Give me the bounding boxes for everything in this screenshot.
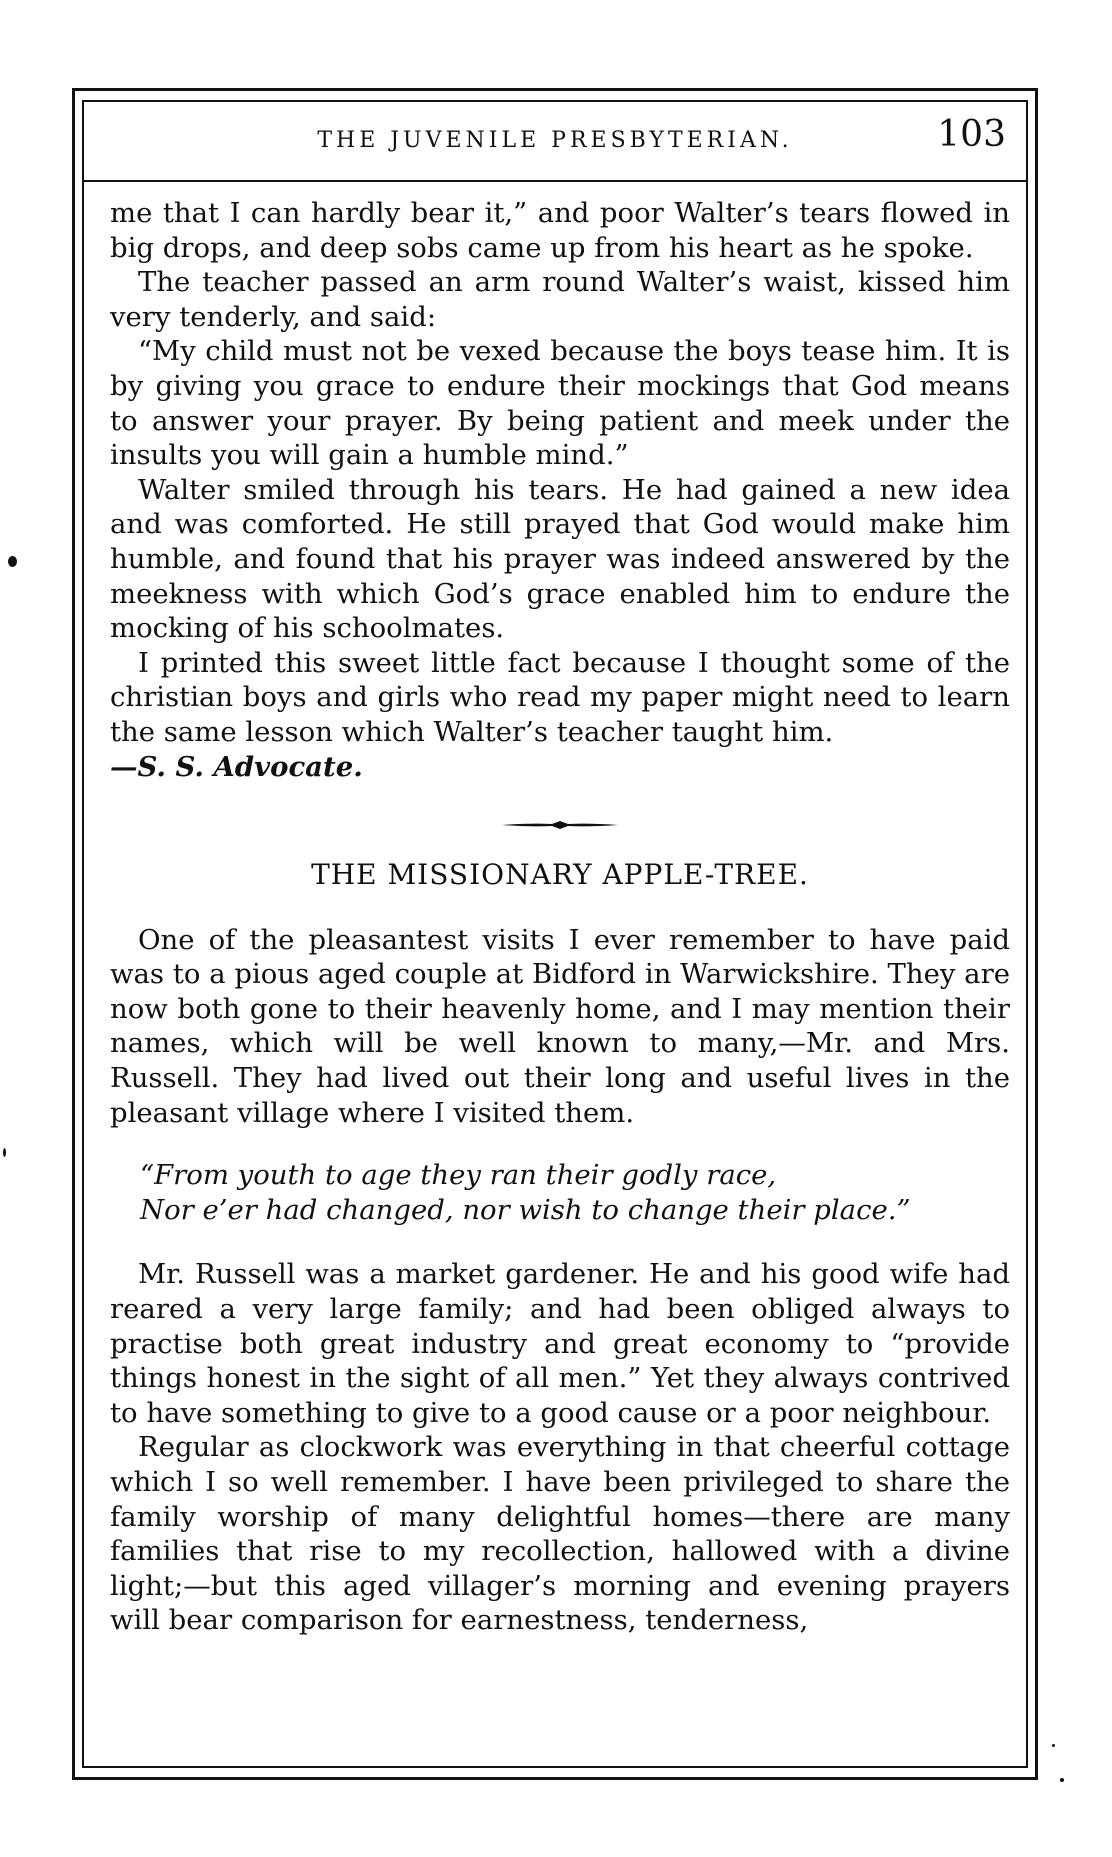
story1-paragraph: I printed this sweet little fact because I thought some of the christian boys and girls who read my paper might need to learn the same lesson which Walter’s teacher taught him. (110, 646, 1010, 748)
story1-paragraph: The teacher passed an arm round Walter’s waist, kissed him very tenderly, and said: (110, 266, 1010, 333)
page-number: 103 (937, 114, 1006, 155)
print-speck (8, 556, 17, 567)
print-speck (3, 1148, 6, 1157)
page-body (110, 196, 1010, 1638)
verse-line: “From youth to age they ran their godly race, (140, 1159, 777, 1192)
story2-paragraph: Regular as clockwork was everything in that cheerful cottage which I so well remember. I have been privileged to share the family worship of many delightful homes—there are many families that rise to my recollection, hallowed with a divine light;—but this aged villager’s morning and evening prayers will bear comparison for earnestness, tenderness, (110, 1431, 1010, 1637)
story2-heading: THE MISSIONARY APPLE-TREE. (311, 858, 809, 892)
page-header (82, 100, 1028, 182)
story2-paragraph: Mr. Russell was a market gardener. He and his good wife had reared a very large family; and had been obliged always to practise both great industry and great economy to “provide things honest in the sight of all men.” Yet they always contrived to have something to give to a good cause or a poor neighbour. (110, 1258, 1010, 1429)
story1-attribution: —S. S. Advocate. (110, 750, 363, 783)
verse-line: Nor e’er had changed, nor wish to change their place.” (140, 1193, 911, 1226)
verse-quote (110, 1158, 1010, 1227)
running-title: THE JUVENILE PRESBYTERIAN. (317, 128, 793, 153)
print-speck (1052, 1744, 1055, 1747)
story2-paragraph: One of the pleasantest visits I ever remember to have paid was to a pious aged couple at Bidford in Warwickshire. They are now both gone to their heavenly home, and I may mention their names, which will be well known to many,—Mr. and Mrs. Russell. They had lived out their long and useful lives in the pleasant village where I visited them. (110, 923, 1010, 1129)
story1-paragraph: Walter smiled through his tears. He had gained a new idea and was comforted. He still prayed that God would make him humble, and found that his prayer was indeed answered by the meekness with which God’s grace enabled him to endure the mocking of his schoolmates. (110, 473, 1010, 645)
print-speck (1060, 1778, 1064, 1782)
story1-paragraph: me that I can hardly bear it,” and poor Walter’s tears flowed in big drops, and deep sobs came up from his heart as he spoke. (110, 197, 1010, 264)
section-divider-ornament (500, 820, 620, 830)
story1-paragraph: “My child must not be vexed because the boys tease him. It is by giving you grace to endure their mockings that God means to answer your prayer. By being patient and meek under the insults you will gain a humble mind.” (110, 335, 1010, 472)
